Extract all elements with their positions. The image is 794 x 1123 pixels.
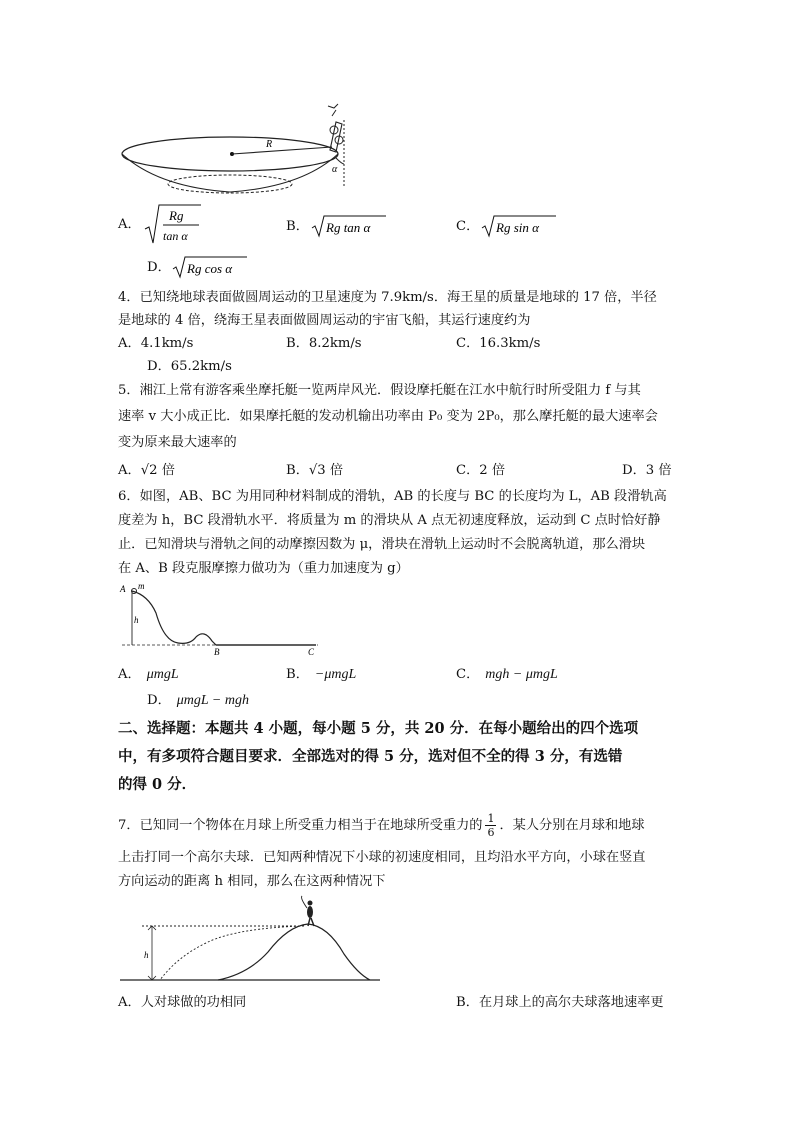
q6-option-b[interactable]: B． −μmgL [286,667,357,682]
section2-line3: 的得 0 分． [118,776,197,793]
q5-stem-line2: 速率 v 大小成正比．如果摩托艇的发动机输出功率由 P₀ 变为 2P₀，那么摩托艇的最大速率会 [118,409,658,424]
option-letter: A． [118,217,141,232]
svg-text:Rg sin α: Rg sin α [496,220,539,235]
q3-option-b[interactable] [286,217,309,237]
q7-option-b[interactable]: B．在月球上的高尔夫球落地速率更 [456,995,664,1010]
q5-stem-line3: 变为原来最大速率的 [118,435,237,450]
q4-stem-line2: 是地球的 4 倍，绕海王星表面做圆周运动的宇宙飞船，其运行速度约为 [118,313,531,328]
q3-option-c[interactable] [456,217,479,237]
svg-text:Rg cos α: Rg cos α [187,261,233,276]
q6-stem-line1: 6．如图，AB、BC 为用同种材料制成的滑轨，AB 的长度与 BC 的长度均为 L，AB 段滑轨高 [118,489,667,504]
q6-label-h: h [134,615,139,625]
q4-stem-line1: 4．已知绕地球表面做圆周运动的卫星速度为 7.9km/s．海王星的质量是地球的 17 倍，半径 [118,290,657,305]
svg-text:Rg: Rg [169,208,184,223]
q7-option-a[interactable]: A．人对球做的功相同 [118,995,247,1010]
svg-text:tan α: tan α [163,229,188,243]
q3-option-a-expr [143,203,203,247]
q3-label-R: R [266,139,273,150]
q7-stem-line1: 7．已知同一个物体在月球上所受重力相当于在地球所受重力的 $\frac{1}{6}$ ．某人分别在月球和地球 [118,812,645,839]
q3-option-a[interactable] [118,215,141,235]
q4-option-a[interactable]: A．4.1km/s [118,336,194,351]
section2-line1: 二、选择题：本题共 4 小题，每小题 5 分，共 20 分．在每小题给出的四个选项 [118,720,639,737]
q6-label-A: A [120,584,126,594]
q3-figure [118,92,358,202]
q7-stem-line2: 上击打同一个高尔夫球．已知两种情况下小球的初速度相同，且均沿水平方向，小球在竖直 [118,850,646,865]
q3-option-d-expr [171,255,251,281]
q6-label-C: C [308,647,315,657]
q6-stem-line3: 止．已知滑块与滑轨之间的动摩擦因数为 μ，滑块在滑轨上运动时不会脱离轨道，那么滑块 [118,537,646,552]
q5-option-d[interactable]: D．3 倍 [622,463,672,478]
q3-option-b-expr [310,214,390,240]
q7-figure [118,892,388,988]
q7-label-h: h [144,950,149,960]
q6-option-a[interactable]: A． μmgL [118,667,179,682]
q4-option-c[interactable]: C．16.3km/s [456,336,541,351]
q7-fraction: $\frac{1}{6}$ [487,812,495,839]
q4-option-b[interactable]: B．8.2km/s [286,336,362,351]
q4-option-d[interactable]: D．65.2km/s [147,359,232,374]
q6-figure [118,583,328,657]
q3-option-d[interactable] [147,258,171,278]
q6-label-m: m [138,583,145,591]
q5-option-c[interactable]: C．2 倍 [456,463,506,478]
q6-stem-line2: 度差为 h，BC 段滑轨水平．将质量为 m 的滑块从 A 点无初速度释放，运动到 C 点时恰好静 [118,513,661,528]
q5-stem-line1: 5．湘江上常有游客乘坐摩托艇一览两岸风光．假设摩托艇在江水中航行时所受阻力 f 与其 [118,383,641,398]
q5-option-b[interactable]: B．√3 倍 [286,463,344,478]
option-letter: C． [456,219,480,234]
option-letter: D． [147,260,171,275]
q5-option-a[interactable]: A．√2 倍 [118,463,175,478]
q6-option-d[interactable]: D． μmgL − mgh [147,693,249,708]
q3-label-alpha: α [332,164,338,175]
svg-text:Rg tan α: Rg tan α [326,220,371,235]
q6-option-c[interactable]: C． mgh − μmgL [456,667,558,682]
section2-line2: 中，有多项符合题目要求．全部选对的得 5 分，选对但不全的得 3 分，有选错 [118,748,623,765]
q3-option-c-expr [480,214,560,240]
q7-stem-line3: 方向运动的距离 h 相同，那么在这两种情况下 [118,874,386,889]
q6-stem-line4: 在 A、B 段克服摩擦力做功为（重力加速度为 g） [118,561,409,576]
q6-label-B: B [214,647,220,657]
option-letter: B． [286,219,309,234]
